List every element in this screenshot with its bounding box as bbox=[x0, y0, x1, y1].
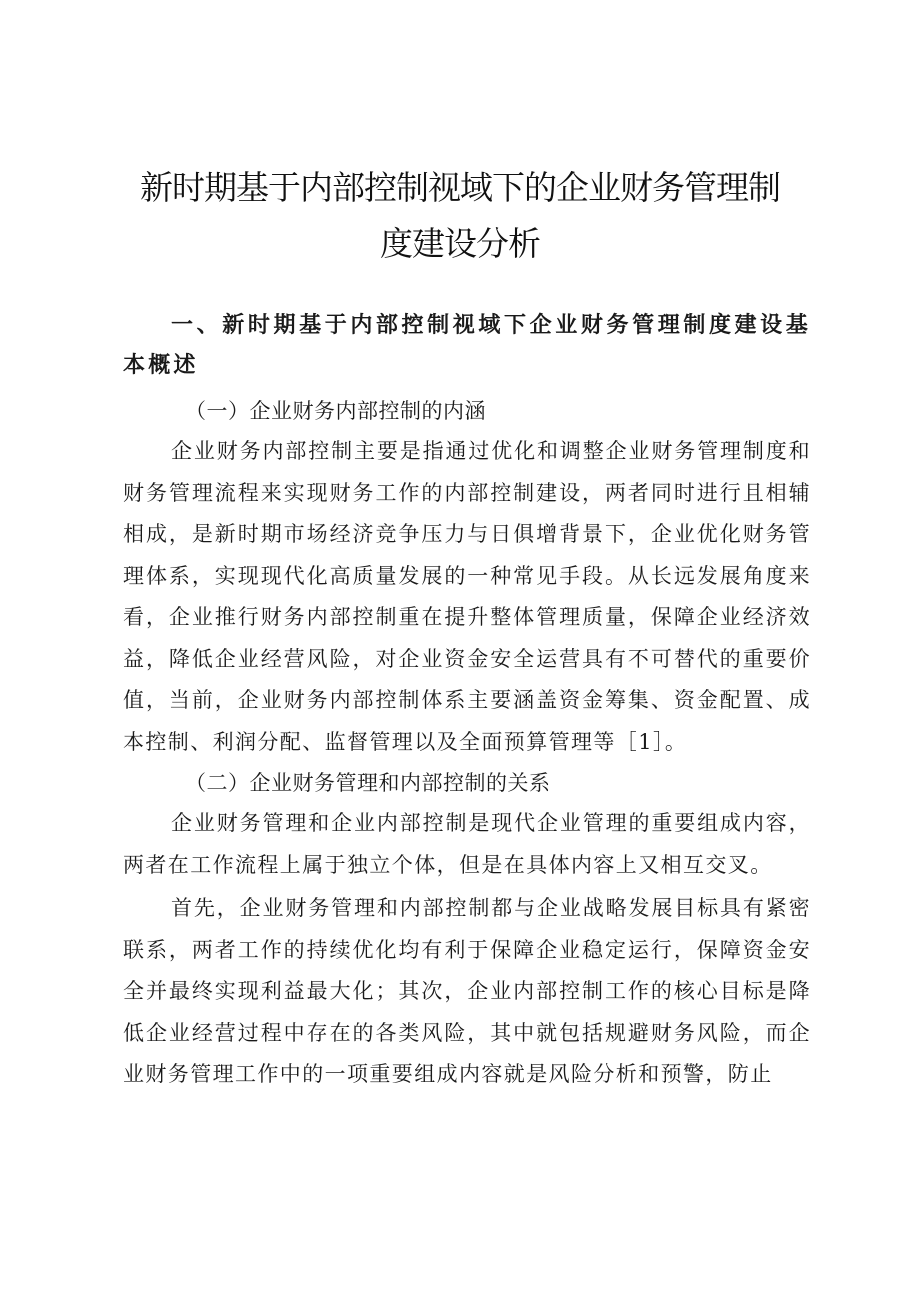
document-title-line-2: 度建设分析 bbox=[380, 224, 540, 263]
document-title bbox=[120, 160, 800, 272]
paragraph-2: 企业财务管理和企业内部控制是现代企业管理的重要组成内容，两者在工作流程上属于独立个体，但是在具体内容上又相互交叉。 bbox=[123, 811, 811, 877]
subsection-heading-2: （二）企业财务管理和内部控制的关系 bbox=[185, 771, 551, 795]
section-heading-1: 一、新时期基于内部控制视域下企业财务管理制度建设基本概述 bbox=[123, 313, 811, 378]
subsection-heading-1: （一）企业财务内部控制的内涵 bbox=[185, 399, 486, 423]
paragraph-3: 首先，企业财务管理和内部控制都与企业战略发展目标具有紧密联系，两者工作的持续优化均有利于保障企业稳定运行，保障资金安全并最终实现利益最大化；其次，企业内部控制工作的核心目标是降低企业经营过程中存在的各类风险，其中就包括规避财务风险，而企业财务管理工作中的一项重要组成内容就是风险分析和预警，防止 bbox=[123, 896, 811, 1086]
paragraph-1: 企业财务内部控制主要是指通过优化和调整企业财务管理制度和财务管理流程来实现财务工作的内部控制建设，两者同时进行且相辅相成，是新时期市场经济竞争压力与日俱增背景下，企业优化财务管理体系，实现现代化高质量发展的一种常见手段。从长远发展角度来看，企业推行财务内部控制重在提升整体管理质量，保障企业经济效益，降低企业经营风险，对企业资金安全运营具有不可替代的重要价值，当前，企业财务内部控制体系主要涵盖资金筹集、资金配置、成本控制、利润分配、监督管理以及全面预算管理等［1］。 bbox=[123, 439, 811, 754]
document-title-line-1: 新时期基于内部控制视域下的企业财务管理制 bbox=[140, 168, 780, 207]
document-body bbox=[123, 306, 811, 1096]
